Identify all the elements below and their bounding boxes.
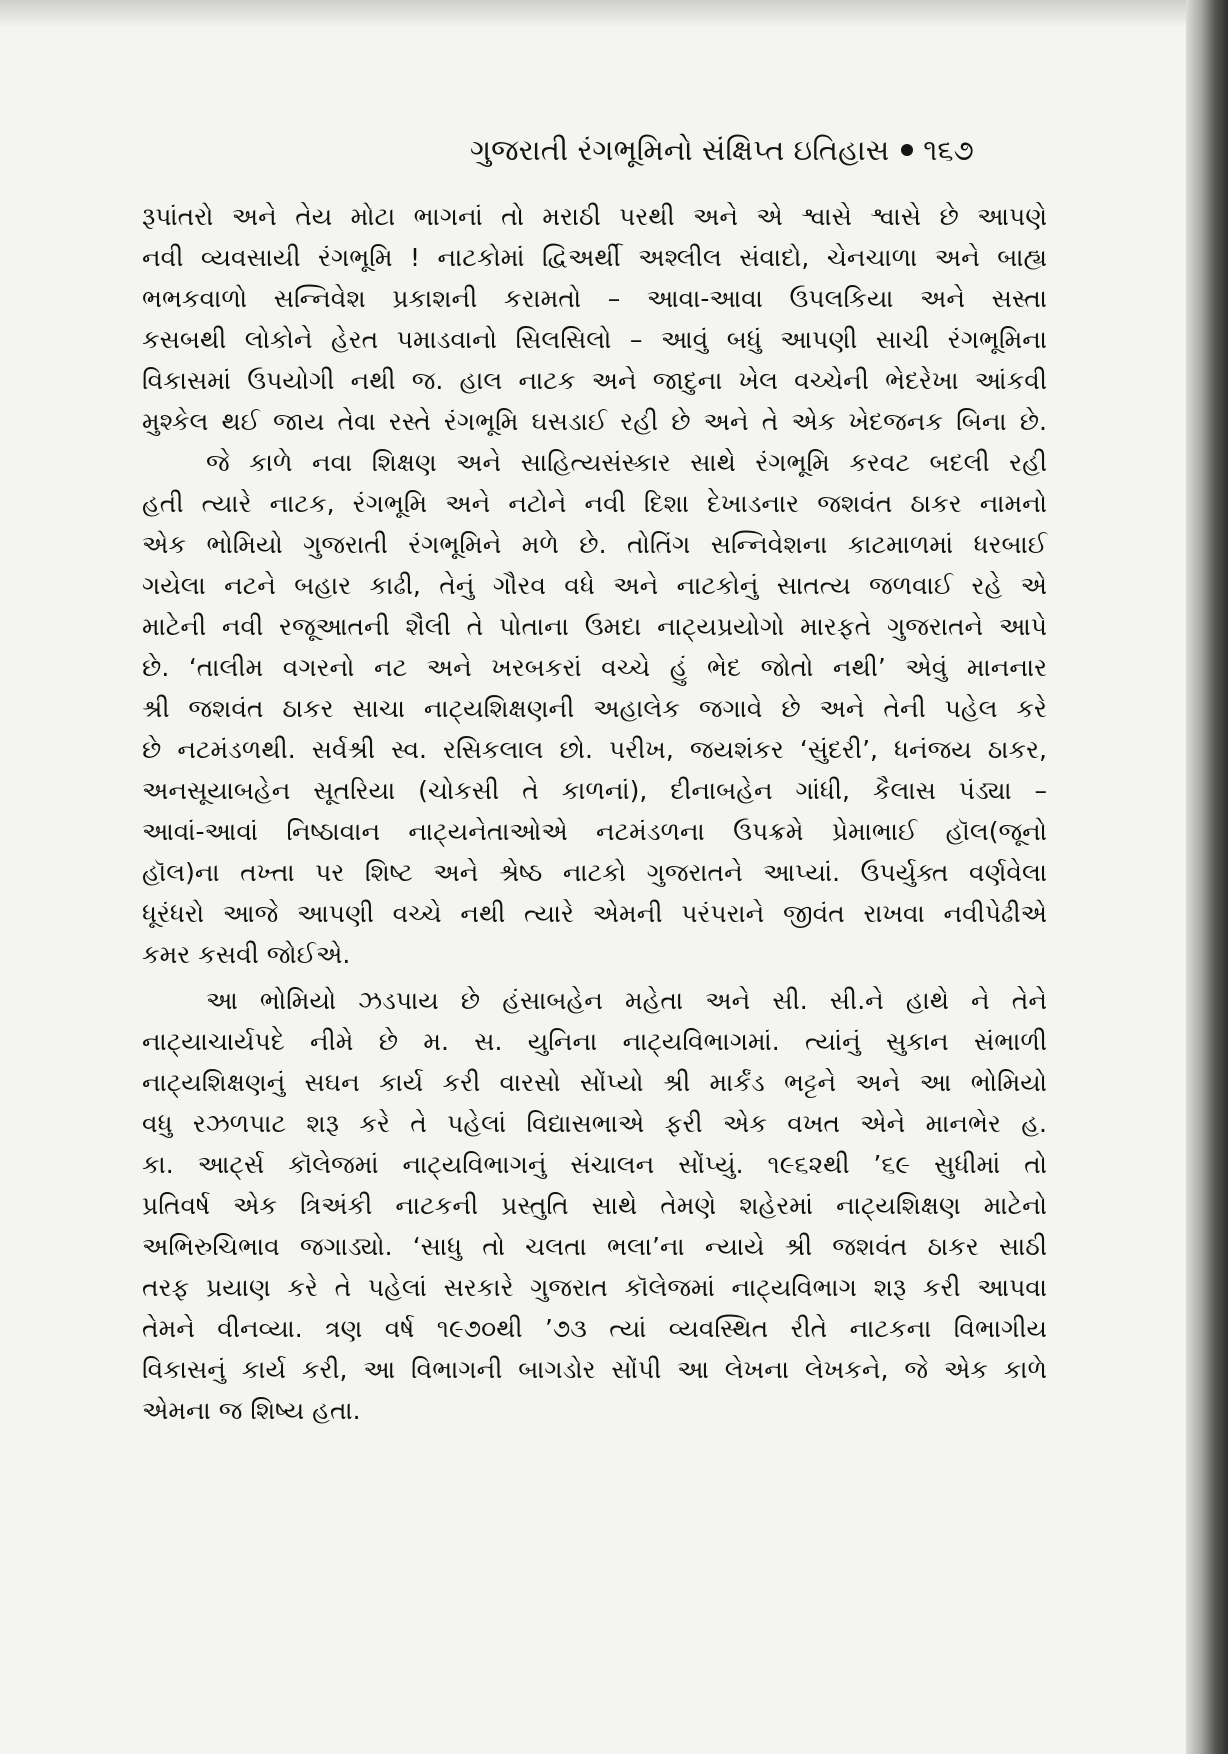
text-line: છે નટમંડળથી. સર્વશ્રી સ્વ. રસિકલાલ છો. પરીખ, જયશંકર ‘સુંદરી’, ધનંજય ઠાકર,: [142, 735, 1047, 764]
running-header: [470, 126, 1050, 174]
text-line: છે. ‘તાલીમ વગરનો નટ અને ખરબકરાં વચ્ચે હું ભેદ જોતો નથી’ એવું માનનાર: [142, 653, 1047, 682]
page-edge-shadow: [1186, 0, 1228, 1754]
text-line: ગયેલા નટને બહાર કાઢી, તેનું ગૌરવ વધે અને નાટકોનું સાતત્ય જળવાઈ રહે એ: [142, 571, 1047, 600]
text-line: વિકાસમાં ઉપયોગી નથી જ. હાલ નાટક અને જાદુના ખેલ વચ્ચેની ભેદરેખા આંકવી: [142, 366, 1047, 395]
text-line: વિકાસનું કાર્ય કરી, આ વિભાગની બાગડોર સોંપી આ લેખના લેખકને, જે એક કાળે: [142, 1355, 1047, 1384]
text-line: નાટ્યશિક્ષણનું સઘન કાર્ય કરી વારસો સોંપ્યો શ્રી માર્કંડ ભટ્ટને અને આ ભોમિયો: [142, 1068, 1047, 1097]
paragraph-3: [142, 980, 1047, 1431]
text-line: શ્રી જશવંત ઠાકર સાચા નાટ્યશિક્ષણની અહાલેક જગાવે છે અને તેની પહેલ કરે: [142, 694, 1047, 723]
text-line: તેમને વીનવ્યા. ત્રણ વર્ષ ૧૯૭૦થી ’૭૩ ત્યાં વ્યવસ્થિત રીતે નાટકના વિભાગીય: [142, 1314, 1047, 1343]
text-line: આ ભોમિયો ઝડપાય છે હંસાબહેન મહેતા અને સી. સી.ને હાથે ને તેને: [206, 986, 1047, 1015]
text-line: કસબથી લોકોને હેરત પમાડવાનો સિલસિલો – આવું બધું આપણી સાચી રંગભૂમિના: [142, 325, 1047, 354]
text-line: મુશ્કેલ થઈ જાય તેવા રસ્તે રંગભૂમિ ઘસડાઈ રહી છે અને તે એક ખેદજનક બિના છે.: [142, 407, 1047, 436]
text-line: કમર કસવી જોઈએ.: [142, 940, 351, 969]
paragraph-2: [142, 442, 1047, 975]
text-line: નાટ્યાચાર્યપદે નીમે છે મ. સ. યુનિના નાટ્યવિભાગમાં. ત્યાંનું સુકાન સંભાળી: [142, 1027, 1047, 1056]
text-line: કા. આર્ટ્સ કૉલેજમાં નાટ્યવિભાગનું સંચાલન સોંપ્યું. ૧૯૬૨થી ’૬૯ સુધીમાં તો: [142, 1150, 1047, 1179]
paragraph-1: [142, 196, 1047, 442]
text-line: હતી ત્યારે નાટક, રંગભૂમિ અને નટોને નવી દિશા દેખાડનાર જશવંત ઠાકર નામનો: [142, 489, 1047, 518]
text-line: વધુ રઝળપાટ શરૂ કરે તે પહેલાં વિદ્યાસભાએ ફરી એક વખત એને માનભેર હ.: [142, 1109, 1047, 1138]
text-line: ભભકવાળો સન્નિવેશ પ્રકાશની કરામતો – આવા-આવા ઉપલકિયા અને સસ્તા: [142, 284, 1047, 313]
body-text: [142, 196, 1047, 1431]
text-line: રૂપાંતરો અને તેય મોટા ભાગનાં તો મરાઠી પરથી અને એ શ્વાસે શ્વાસે છે આપણે: [142, 202, 1047, 231]
text-line: તરફ પ્રયાણ કરે તે પહેલાં સરકારે ગુજરાત કૉલેજમાં નાટ્યવિભાગ શરૂ કરી આપવા: [142, 1273, 1047, 1302]
text-line: માટેની નવી રજૂઆતની શૈલી તે પોતાના ઉમદા નાટ્યપ્રયોગો મારફતે ગુજરાતને આપે: [142, 612, 1047, 641]
header-bullet-icon: [901, 144, 913, 156]
text-line: ધૂરંધરો આજે આપણી વચ્ચે નથી ત્યારે એમની પરંપરાને જીવંત રાખવા નવીપેઢીએ: [142, 899, 1047, 928]
text-line: નવી વ્યવસાયી રંગભૂમિ ! નાટકોમાં દ્વિઅર્થી અશ્લીલ સંવાદો, ચેનચાળા અને બાહ્ય: [142, 243, 1047, 272]
text-line: હૉલ)ના તખ્તા પર શિષ્ટ અને શ્રેષ્ઠ નાટકો ગુજરાતને આપ્યાં. ઉપર્યુક્ત વર્ણવેલા: [142, 858, 1047, 887]
text-line: આવાં-આવાં નિષ્ઠાવાન નાટ્યનેતાઓએ નટમંડળના ઉપક્રમે પ્રેમાભાઈ હૉલ(જૂનો: [142, 817, 1047, 846]
text-line: અભિરુચિભાવ જગાડ્યો. ‘સાધુ તો ચલતા ભલા’ના ન્યાયે શ્રી જશવંત ઠાકર સાઠી: [142, 1232, 1047, 1261]
page-number: ૧૬૭: [923, 133, 974, 167]
page-top-shadow: [0, 0, 1186, 28]
text-line: અનસૂયાબહેન સૂતરિયા (ચોકસી તે કાળનાં), દીનાબહેન ગાંધી, કૈલાસ પંડ્યા –: [142, 776, 1047, 805]
running-header-title: ગુજરાતી રંગભૂમિનો સંક્ષિપ્ત ઇતિહાસ: [470, 133, 890, 167]
text-line: પ્રતિવર્ષ એક ત્રિઅંકી નાટકની પ્રસ્તુતિ સાથે તેમણે શહેરમાં નાટ્યશિક્ષણ માટેનો: [142, 1191, 1047, 1220]
text-line: જે કાળે નવા શિક્ષણ અને સાહિત્યસંસ્કાર સાથે રંગભૂમિ કરવટ બદલી રહી: [206, 448, 1047, 477]
text-line: એમના જ શિષ્ય હતા.: [142, 1396, 361, 1425]
text-line: એક ભોમિયો ગુજરાતી રંગભૂમિને મળે છે. તોતિંગ સન્નિવેશના કાટમાળમાં ધરબાઈ: [142, 530, 1047, 559]
